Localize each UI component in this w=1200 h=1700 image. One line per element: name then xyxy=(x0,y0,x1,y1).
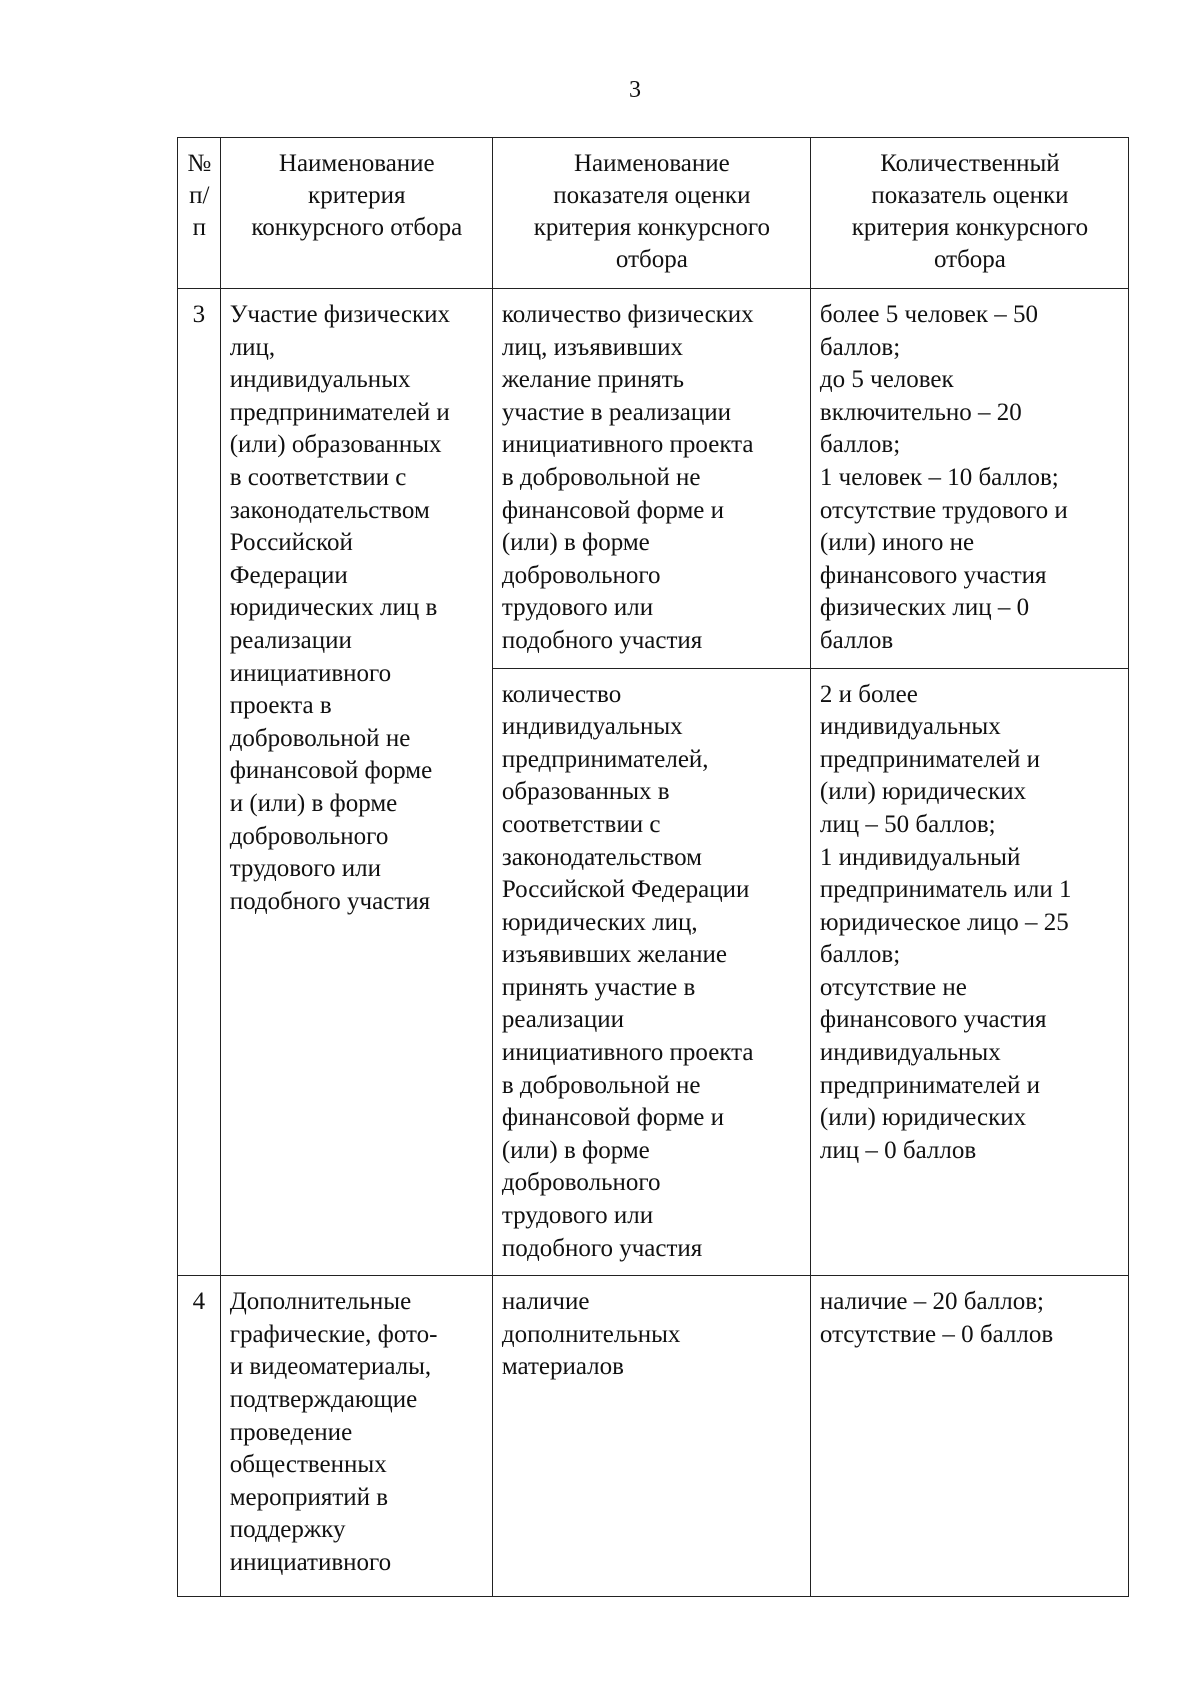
row-criterion: Дополнительные графические, фото- и видеоматериалы, подтверждающие проведение общественных мероприятий в поддержку инициативного xyxy=(220,1276,492,1597)
row-number: 4 xyxy=(178,1276,221,1597)
row-indicator: наличие дополнительных материалов xyxy=(492,1276,810,1597)
header-criterion: Наименование критерия конкурсного отбора xyxy=(220,138,492,289)
row-score: более 5 человек – 50 баллов; до 5 человек включительно – 20 баллов; 1 человек – 10 баллов; отсутствие трудового и (или) иного не финансового участия физических лиц – 0 баллов xyxy=(810,289,1128,669)
table-header-row xyxy=(178,138,1129,289)
row-indicator: количество индивидуальных предпринимателей, образованных в соответствии с законодательством Российской Федерации юридических лиц, изъявивших желание принять участие в реализации инициативного проекта в добровольной не финансовой форме и (или) в форме добровольного трудового или подобного участия xyxy=(492,668,810,1276)
row-indicator: количество физических лиц, изъявивших желание принять участие в реализации инициативного проекта в добровольной не финансовой форме и (или) в форме добровольного трудового или подобного участия xyxy=(492,289,810,669)
row-number: 3 xyxy=(178,289,221,1276)
header-number: № п/п xyxy=(178,138,221,289)
header-score: Количественный показатель оценки критерия конкурсного отбора xyxy=(810,138,1128,289)
page-number: 3 xyxy=(629,77,641,103)
row-score: наличие – 20 баллов; отсутствие – 0 баллов xyxy=(810,1276,1128,1597)
header-indicator: Наименование показателя оценки критерия конкурсного отбора xyxy=(492,138,810,289)
table-row xyxy=(178,1276,1129,1597)
table-row xyxy=(178,289,1129,669)
criteria-table xyxy=(177,137,1129,1597)
row-criterion: Участие физических лиц, индивидуальных предпринимателей и (или) образованных в соответствии с законодательством Российской Федерации юридических лиц в реализации инициативного проекта в добровольной не финансовой форме и (или) в форме добровольного трудового или подобного участия xyxy=(220,289,492,1276)
row-score: 2 и более индивидуальных предпринимателей и (или) юридических лиц – 50 баллов; 1 индивидуальный предприниматель или 1 юридическое лицо – 25 баллов; отсутствие не финансового участия индивидуальных предпринимателей и (или) юридических лиц – 0 баллов xyxy=(810,668,1128,1276)
